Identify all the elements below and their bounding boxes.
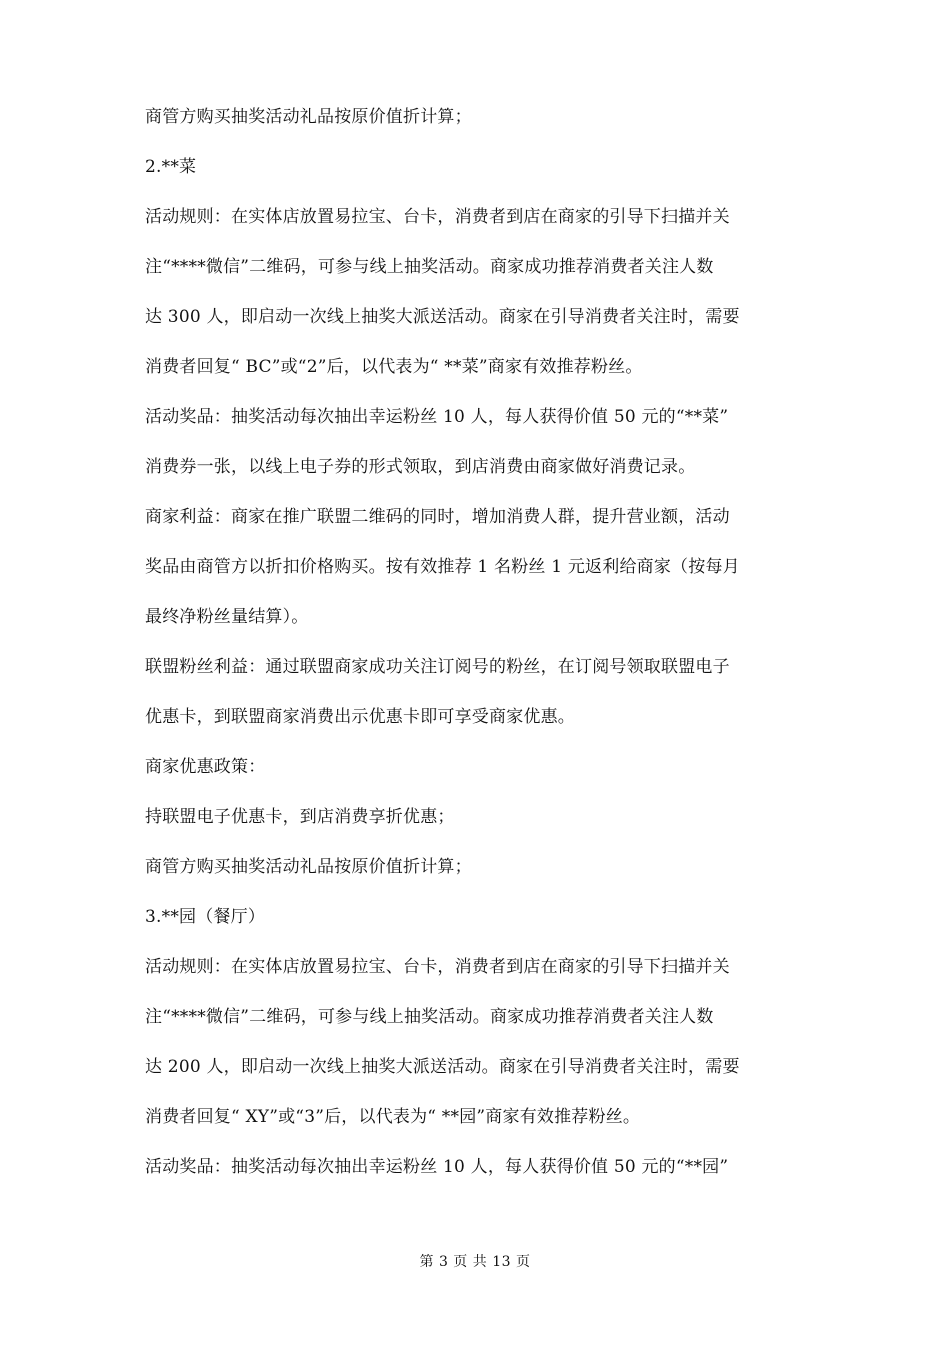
text-line: 持联盟电子优惠卡，到店消费享折优惠； xyxy=(145,807,455,827)
text-line: 商管方购买抽奖活动礼品按原价值折计算； xyxy=(145,857,472,877)
document-body xyxy=(145,104,810,1204)
text-line: 最终净粉丝量结算）。 xyxy=(145,607,309,627)
text-line: 消费者回复“ XY”或“3”后，以代表为“ **园”商家有效推荐粉丝。 xyxy=(145,1107,641,1127)
text-line: 商家优惠政策： xyxy=(145,757,266,777)
text-line: 商家利益：商家在推广联盟二维码的同时，增加消费人群，提升营业额，活动 xyxy=(145,507,730,527)
page-number: 第 3 页 共 13 页 xyxy=(419,1254,531,1270)
text-line: 优惠卡，到联盟商家消费出示优惠卡即可享受商家优惠。 xyxy=(145,707,575,727)
text-line: 消费券一张，以线上电子券的形式领取，到店消费由商家做好消费记录。 xyxy=(145,457,696,477)
text-line: 消费者回复“ BC”或“2”后，以代表为“ **菜”商家有效推荐粉丝。 xyxy=(145,357,643,377)
text-line: 注“****微信”二维码，可参与线上抽奖活动。商家成功推荐消费者关注人数 xyxy=(145,1007,714,1027)
text-line: 联盟粉丝利益：通过联盟商家成功关注订阅号的粉丝，在订阅号领取联盟电子 xyxy=(145,657,730,677)
text-line: 奖品由商管方以折扣价格购买。按有效推荐 1 名粉丝 1 元返利给商家（按每月 xyxy=(145,557,740,577)
text-line: 活动规则：在实体店放置易拉宝、台卡，消费者到店在商家的引导下扫描并关 xyxy=(145,207,730,227)
section-heading: 2.**菜 xyxy=(145,157,197,177)
text-line: 商管方购买抽奖活动礼品按原价值折计算； xyxy=(145,107,472,127)
text-line: 达 300 人，即启动一次线上抽奖大派送活动。商家在引导消费者关注时，需要 xyxy=(145,307,740,327)
text-line: 活动奖品：抽奖活动每次抽出幸运粉丝 10 人，每人获得价值 50 元的“**菜” xyxy=(145,407,729,427)
section-heading: 3.**园（餐厅） xyxy=(145,907,266,927)
text-line: 注“****微信”二维码，可参与线上抽奖活动。商家成功推荐消费者关注人数 xyxy=(145,257,714,277)
text-line: 活动规则：在实体店放置易拉宝、台卡，消费者到店在商家的引导下扫描并关 xyxy=(145,957,730,977)
text-line: 达 200 人，即启动一次线上抽奖大派送活动。商家在引导消费者关注时，需要 xyxy=(145,1057,740,1077)
text-line: 活动奖品：抽奖活动每次抽出幸运粉丝 10 人，每人获得价值 50 元的“**园” xyxy=(145,1157,729,1177)
